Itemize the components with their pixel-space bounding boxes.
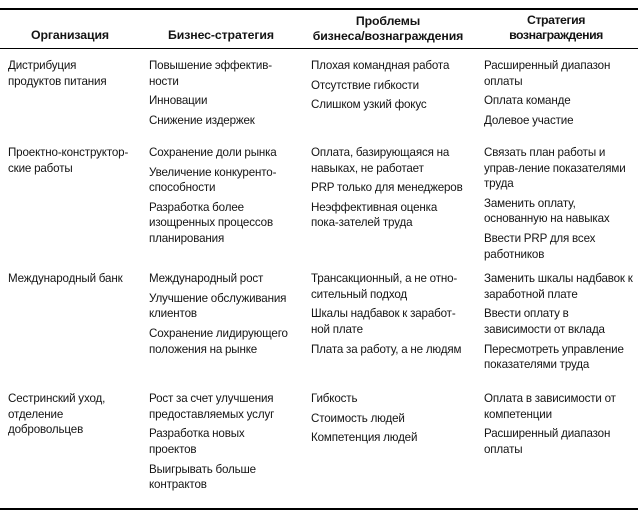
table-row xyxy=(0,382,638,508)
list-item: Инновации xyxy=(149,94,208,108)
list-item: Плата за работу, а не людям xyxy=(311,342,462,356)
cell-reward-strategy xyxy=(474,136,638,262)
list-item: Оплата команде xyxy=(484,94,571,108)
list-item: Международный банк xyxy=(8,272,123,286)
column-header-business-reward-problems xyxy=(302,10,474,49)
list-item: Проектно-конструктор-ские работы xyxy=(8,146,129,175)
list-item: Заменить шкалы надбавок к заработной плате xyxy=(484,272,633,301)
cell-reward-strategy xyxy=(474,262,638,382)
column-header-business-strategy: Бизнес-стратегия xyxy=(140,10,302,49)
list-item: Международный рост xyxy=(149,272,264,286)
list-item: Заменить оплату, основанную на навыках xyxy=(484,196,610,226)
list-item: Дистрибуция продуктов питания xyxy=(8,59,107,88)
list-item: Повышение эффектив-ности xyxy=(149,59,272,88)
cell-organization xyxy=(0,136,140,262)
list-item: Разработка более изощренных процессов планирования xyxy=(149,200,273,245)
cell-reward-strategy xyxy=(474,382,638,508)
list-item: Плохая командная работа xyxy=(311,59,450,72)
cell-content xyxy=(302,58,474,113)
list-item: Оплата, базирующаяся на навыках, не работает xyxy=(311,146,450,175)
cell-reward-strategy xyxy=(474,49,638,137)
cell-content xyxy=(474,145,638,262)
strategy-matrix-table xyxy=(0,10,638,508)
list-item: Снижение издержек xyxy=(149,113,255,127)
cell-problems xyxy=(302,382,474,508)
list-item: Расширенный диапазон оплаты xyxy=(484,427,611,456)
list-item: Рост за счет улучшения предоставляемых услуг xyxy=(149,392,275,421)
cell-organization xyxy=(0,382,140,508)
cell-problems xyxy=(302,262,474,382)
list-item: Пересмотреть управление показателями труда xyxy=(484,342,624,372)
cell-organization xyxy=(0,262,140,382)
cell-business-strategy xyxy=(140,382,302,508)
cell-content xyxy=(474,391,638,457)
list-item: Увеличение конкуренто-способности xyxy=(149,165,277,195)
list-item: Разработка новых проектов xyxy=(149,427,245,456)
table-row xyxy=(0,262,638,382)
list-item: Неэффективная оценка пока-зателей труда xyxy=(311,200,438,230)
table-row xyxy=(0,136,638,262)
list-item: Слишком узкий фокус xyxy=(311,98,427,112)
list-item: Гибкость xyxy=(311,392,358,406)
cell-content xyxy=(0,145,140,176)
list-item: Расширенный диапазон оплаты xyxy=(484,59,611,88)
cell-content xyxy=(0,271,140,287)
list-item: Сохранение лидирующего положения на рынке xyxy=(149,326,288,356)
list-item: Ввести оплату в зависимости от вклада xyxy=(484,307,605,336)
list-item: Связать план работы и управ-ление показателями труда xyxy=(484,146,626,191)
cell-content xyxy=(474,271,638,373)
list-item: Выигрывать больше контрактов xyxy=(149,462,256,492)
list-item: Отсутствие гибкости xyxy=(311,78,419,92)
list-item: Оплата в зависимости от компетенции xyxy=(484,392,616,421)
list-item: Долевое участие xyxy=(484,113,574,127)
header-row xyxy=(0,10,638,49)
column-header-problems-line2: бизнеса/вознаграждения xyxy=(312,28,464,43)
column-header-problems-line1: Проблемы xyxy=(355,14,421,28)
cell-content xyxy=(140,145,302,247)
cell-business-strategy xyxy=(140,262,302,382)
cell-content xyxy=(474,58,638,128)
cell-business-strategy xyxy=(140,49,302,137)
cell-content xyxy=(302,391,474,446)
list-item: Трансакционный, а не отно-сительный подход xyxy=(311,272,458,301)
table-body xyxy=(0,49,638,509)
column-header-organization: Организация xyxy=(0,10,140,49)
list-item: Улучшение обслуживания клиентов xyxy=(149,291,287,321)
list-item: Компетенция людей xyxy=(311,431,418,445)
cell-business-strategy xyxy=(140,136,302,262)
cell-content xyxy=(0,58,140,89)
list-item: Стоимость людей xyxy=(311,411,405,425)
cell-problems xyxy=(302,49,474,137)
list-item: Шкалы надбавок к заработ-ной плате xyxy=(311,307,456,336)
cell-content xyxy=(140,58,302,128)
column-header-reward-strategy: Стратегия вознаграждения xyxy=(474,10,638,49)
table-row xyxy=(0,49,638,137)
cell-organization xyxy=(0,49,140,137)
table-header xyxy=(0,10,638,49)
cell-content xyxy=(140,271,302,357)
cell-problems xyxy=(302,136,474,262)
cell-content xyxy=(302,145,474,231)
cell-content xyxy=(140,391,302,493)
list-item: Сохранение доли рынка xyxy=(149,146,277,159)
cell-content xyxy=(302,271,474,357)
cell-content xyxy=(0,391,140,438)
list-item: Сестринский уход, отделение добровольцев xyxy=(8,392,106,437)
list-item: PRP только для менеджеров xyxy=(311,181,463,195)
strategy-matrix-table-wrapper xyxy=(0,8,638,510)
list-item: Ввести PRP для всех работников xyxy=(484,231,596,261)
